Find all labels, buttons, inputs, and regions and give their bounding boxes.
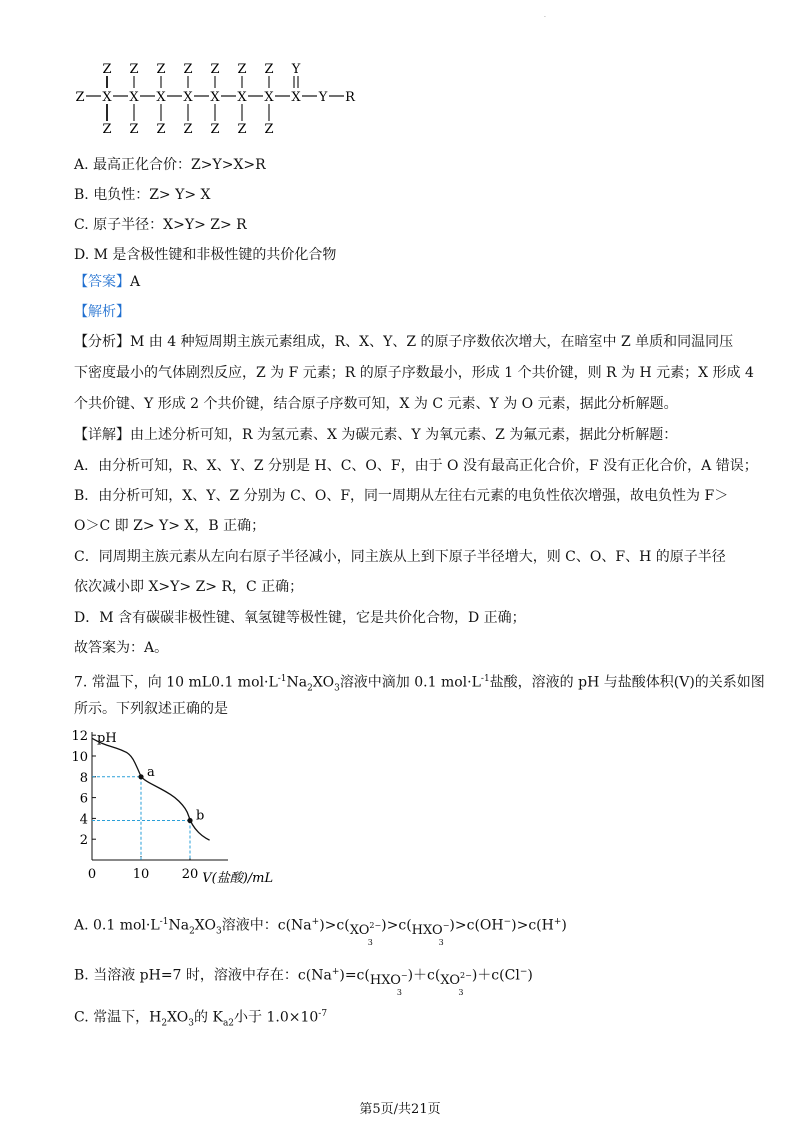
atom-top-sub: Y [291,62,301,77]
scan-dot: · [544,14,546,21]
atom-tail: R [345,90,355,105]
atom-bottom-sub: Z [264,122,274,137]
fenxi-line-3: 个共价键、Y 形成 2 个共价键，结合原子序数可知，X 为 C 元素、Y 为 O 元素，据此分析解题。 [74,396,678,412]
detail-b-2: O＞C 即 Z> Y> X，B 正确； [74,518,266,534]
analysis-tag: 【解析】 [74,304,130,320]
point-label-a: a [147,764,155,780]
ion-hxo3-minus-b: HXO− 3 [369,970,408,997]
detail-c-2: 依次减小即 X>Y> Z> R，C 正确； [74,579,304,595]
atom-top-sub: Z [210,62,220,77]
ion-xo3-2minus-b: $XO^{2-}$ 3 [440,970,472,997]
detail-b-1: B．由分析可知，X、Y、Z 分别为 C、O、F，同一周期从左往右元素的电负性依次增强，故电负性为 F＞ [74,488,729,504]
q7-option-c: C. 常温下，$H_2XO_3$的 $K_{a2}$小于 $1.0\times 10^{-7}$ [74,1009,328,1029]
y-axis-label: pH [97,731,117,746]
y-tick-label: 2 [79,833,88,849]
atom-top-sub: Z [183,62,193,77]
x-tick-label: 0 [87,867,97,882]
fenxi-line-1: 【分析】M 由 4 种短周期主族元素组成，R、X、Y、Z 的原子序数依次增大，在暗室中 Z 单质和同温同压 [74,334,734,350]
y-tick-label: 4 [79,812,88,828]
atom-top-sub: Z [129,62,139,77]
y-tick-label: 12 [71,729,88,745]
q7-stem-1: 7. 常温下，向 10 mL0.1 $mol\cdot L^{-1}Na_2XO_3$溶液中滴加 0.1 $mol\cdot L^{-1}$盐酸，溶液的 pH 与盐酸体积(V)的关系如图 [74,674,765,694]
atom-backbone-x: X [291,90,301,105]
atom-bottom-sub: Z [102,122,112,137]
detail-c-1: C．同周期主族元素从左向右原子半径减小，同主族从上到下原子半径增大，则 C、O、F、H 的原子半径 [74,549,726,565]
atom-bottom-sub: Z [210,122,220,137]
atom-top-sub: Z [264,62,274,77]
atom-backbone-x: X [129,90,139,105]
q7-option-b: B. 当溶液 pH=7 时，溶液中存在：c(Na+)=c( HXO− 3 )＋c( $XO^{2-}$ 3 )＋c(Cl−) [74,967,533,997]
x-tick-label: 20 [181,867,199,882]
y-tick-label: 10 [71,750,88,765]
option-c: C. 原子半径：X>Y> Z> R [74,217,247,233]
x-tick-label: 10 [132,867,150,882]
atom-top-sub: Z [156,62,166,77]
point-b [187,818,192,823]
ph-curve [92,738,210,840]
detail-a: A．由分析可知，R、X、Y、Z 分别是 H、C、O、F，由于 O 没有最高正化合价，F 没有正化合价，A 错误； [74,458,758,474]
ion-hxo3-minus: HXO− 3 [411,920,450,947]
detail-d: D．M 含有碳碳非极性键、氧氢键等极性键，它是共价化合物，D 正确； [74,610,526,626]
point-a [138,774,143,779]
atom-top-sub: Z [102,62,112,77]
option-d: D. M 是含极性键和非极性键的共价化合物 [74,247,337,263]
atom-backbone-x: X [264,90,274,105]
atom-backbone-x: X [183,90,193,105]
detail-conclusion: 故答案为：A。 [74,640,169,656]
x-axis-label: V(盐酸)/mL [202,871,274,886]
atom-backbone-x: X [237,90,247,105]
structural-formula [70,56,370,138]
atom-bottom-sub: Z [156,122,166,137]
atom-bottom-sub: Z [183,122,193,137]
answer-line: 【答案】A [74,274,141,290]
q7-stem-2: 所示。下列叙述正确的是 [74,701,228,717]
page-footer: 第5页/共21页 [359,1102,441,1117]
q7-option-a: A. 0.1 $mol\cdot L^{-1}Na_2XO_3$溶液中：c(Na+)>c( $XO^{2-}$ 3 )>c( HXO− 3 )>c(OH−)>c(H+) [74,917,567,947]
atom-bottom-sub: Z [237,122,247,137]
atom-backbone-x: X [210,90,220,105]
atom-backbone-x: X [156,90,166,105]
atom-tail: Y [318,90,328,105]
point-label-b: b [196,808,205,824]
atom-top-sub: Z [237,62,247,77]
fenxi-line-2: 下密度最小的气体剧烈反应，Z 为 F 元素；R 的原子序数最小，形成 1 个共价键，则 R 为 H 元素；X 形成 4 [74,365,754,381]
detail-intro: 【详解】由上述分析可知，R 为氢元素、X 为碳元素、Y 为氧元素、Z 为氟元素，据此分析解题： [74,427,678,443]
atom-backbone-x: X [102,90,112,105]
ion-xo3-2minus: $XO^{2-}$ 3 [349,920,382,947]
option-a: A. 最高正化合价：Z>Y>X>R [74,157,266,173]
atom-left-z: Z [75,90,85,105]
y-tick-label: 6 [79,791,88,807]
option-b: B. 电负性：Z> Y> X [74,187,211,203]
atom-bottom-sub: Z [129,122,139,137]
y-tick-label: 8 [79,770,88,786]
ph-titration-chart [68,726,318,891]
